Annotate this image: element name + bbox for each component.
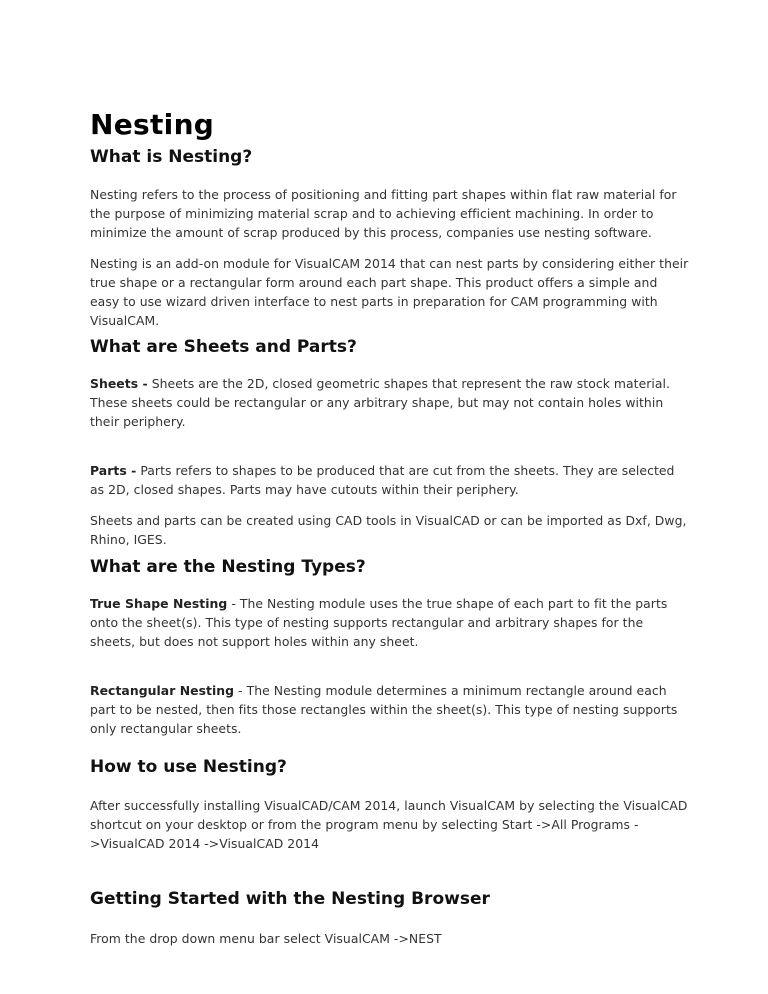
definition: - The Nesting module determines a minimum rectangle around each part to be nested, then fits those rectangles within the sheet(s). This type of nesting supports only rectangular sheets. (90, 683, 678, 736)
paragraph-sheets (90, 374, 690, 431)
paragraph-parts (90, 461, 690, 499)
page-title (90, 108, 690, 141)
heading-what-is-nesting: What is Nesting? (90, 147, 253, 167)
heading-nesting-types: What are the Nesting Types? (90, 557, 366, 577)
paragraph: Nesting refers to the process of positioning and fitting part shapes within flat raw material for the purpose of minimizing material scrap and to achieving efficient machining. In order to minimize the amount of scrap produced by this process, companies use nesting software. (90, 187, 677, 240)
heading-how-to-use: How to use Nesting? (90, 757, 287, 777)
title-text: Nesting (90, 108, 215, 141)
paragraph: After successfully installing VisualCAD/CAM 2014, launch VisualCAM by selecting the VisualCAD shortcut on your desktop or from the program menu by selecting Start ->All Programs ->VisualCAD 2014 ->VisualCAD 2014 (90, 798, 688, 851)
paragraph: From the drop down menu bar select VisualCAM ->NEST (90, 931, 442, 946)
paragraph: Nesting is an add-on module for VisualCAM 2014 that can nest parts by considering either their true shape or a rectangular form around each part shape. This product offers a simple and easy to use wizard driven interface to nest parts in preparation for CAM programming with VisualCAM. (90, 256, 689, 328)
paragraph: Sheets and parts can be created using CAD tools in VisualCAD or can be imported as Dxf, Dwg, Rhino, IGES. (90, 513, 687, 547)
term: Parts - (90, 463, 137, 478)
term: True Shape Nesting (90, 596, 228, 611)
definition: Parts refers to shapes to be produced that are cut from the sheets. They are selected as 2D, closed shapes. Parts may have cutouts within their periphery. (90, 463, 675, 497)
term: Sheets - (90, 376, 148, 391)
definition: - The Nesting module uses the true shape of each part to fit the parts onto the sheet(s). This type of nesting supports rectangular and arbitrary shapes for the sheets, but does not support holes within any sheet. (90, 596, 668, 649)
definition: Sheets are the 2D, closed geometric shapes that represent the raw stock material. These sheets could be rectangular or any arbitrary shape, but may not contain holes within their periphery. (90, 376, 671, 429)
heading-sheets-parts: What are Sheets and Parts? (90, 337, 357, 357)
paragraph-true-shape (90, 594, 690, 651)
heading-getting-started: Getting Started with the Nesting Browser (90, 889, 490, 909)
paragraph-rectangular (90, 681, 690, 738)
term: Rectangular Nesting (90, 683, 235, 698)
